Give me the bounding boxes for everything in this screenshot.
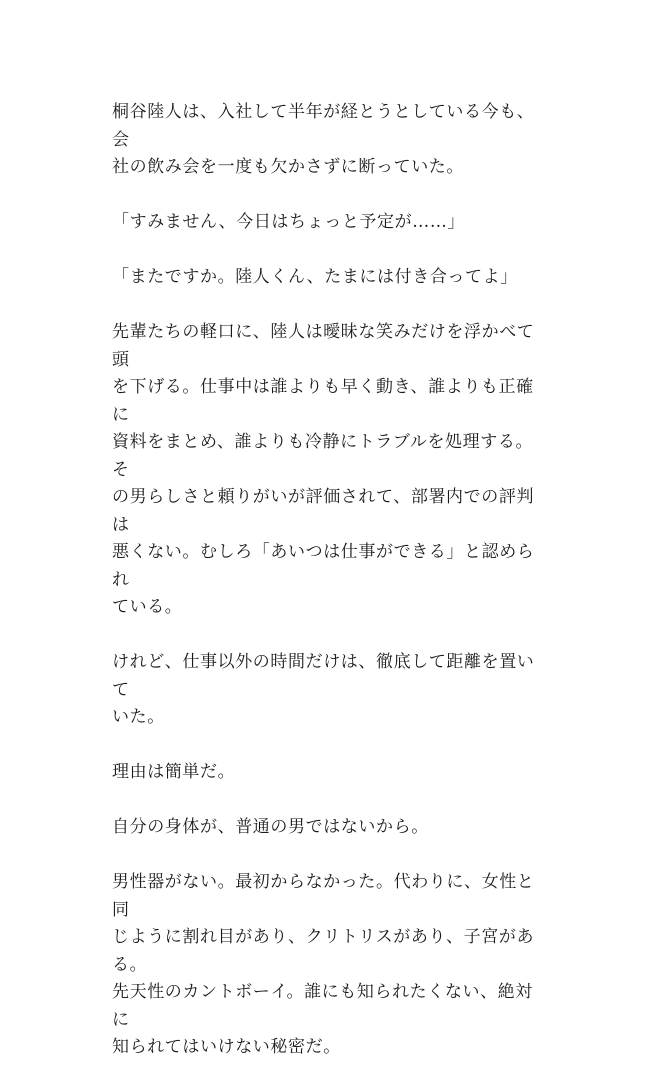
paragraph-body: 自分の身体が、普通の男ではないから。 <box>112 817 429 837</box>
paragraph-dialogue-refusal: 「すみません、今日はちょっと予定が……」 <box>112 212 466 232</box>
paragraph-dialogue-invitation: 「またですか。陸人くん、たまには付き合ってよ」 <box>112 267 518 287</box>
paragraph-reason: 理由は簡単だ。 <box>112 762 236 782</box>
paragraph-keeping-distance: けれど、仕事以外の時間だけは、徹底して距離を置いて いた。 <box>112 652 535 727</box>
paragraph-secret: 男性器がない。最初からなかった。代わりに、女性と同 じように割れ目があり、クリトリスがあり、子宮がある。 先天性のカントボーイ。誰にも知られたくない、絶対に 知られてはいけない秘密だ。 <box>112 872 535 1057</box>
paragraph-work-reputation: 先輩たちの軽口に、陸人は曖昧な笑みだけを浮かべて頭 を下げる。仕事中は誰よりも早く動き、誰よりも正確に 資料をまとめ、誰よりも冷静にトラブルを処理する。そ の男らしさと頼りがいが評価されて、部署内での評判は 悪くない。むしろ「あいつは仕事ができる」と認められ ている。 <box>112 322 535 617</box>
paragraph-intro: 桐谷陸人は、入社して半年が経とうとしている今も、会 社の飲み会を一度も欠かさずに断っていた。 <box>112 102 535 177</box>
document-body <box>112 99 548 1089</box>
